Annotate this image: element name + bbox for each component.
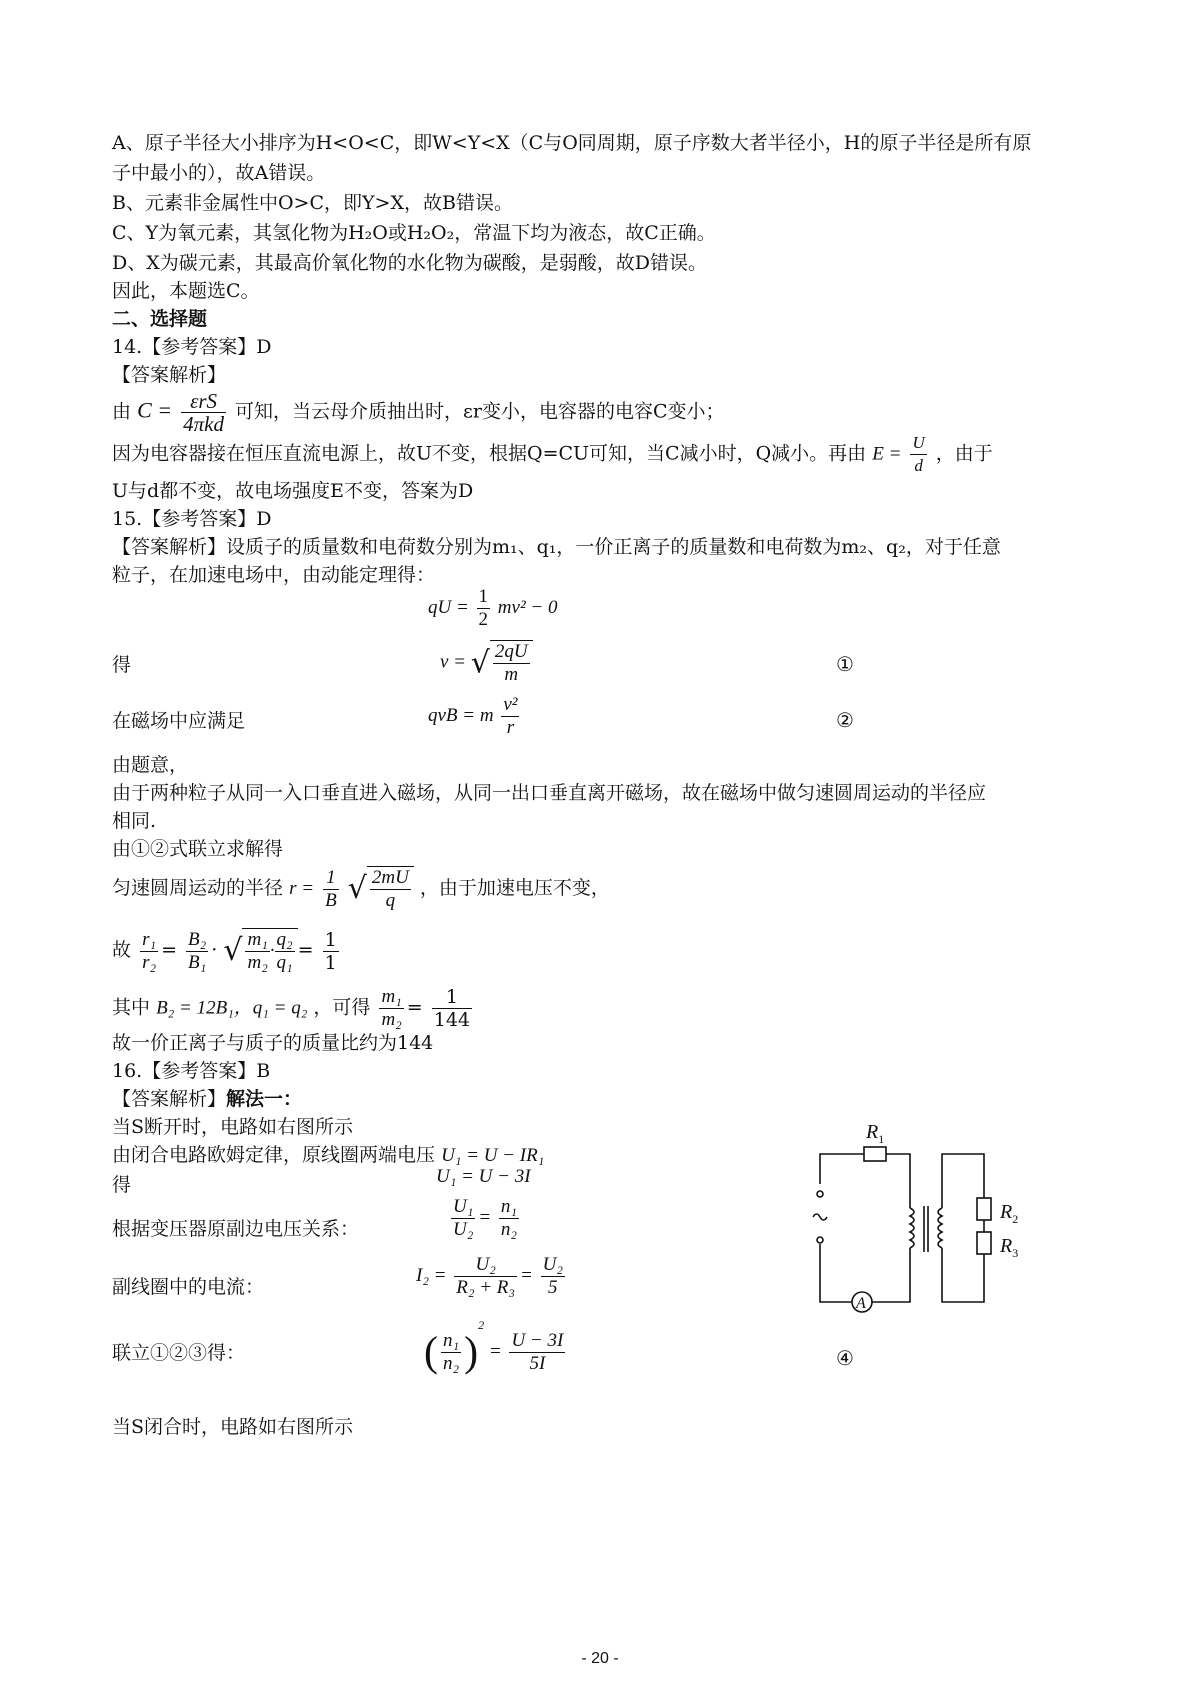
r-ratio: [140, 929, 158, 974]
numerator: n₁: [443, 1330, 460, 1352]
lhs: I₂ =: [416, 1264, 447, 1286]
denominator: U₂: [453, 1219, 474, 1240]
numerator: m₁: [381, 986, 402, 1007]
answer-16: 16.【参考答案】B: [112, 1060, 271, 1082]
text-line: 当S闭合时，电路如右图所示: [112, 1416, 354, 1438]
rhs: mv² − 0: [497, 596, 558, 618]
denominator: m₂: [247, 952, 268, 973]
text-line: D、X为碳元素，其最高价氧化物的水化物为碳酸，是弱酸，故D错误。: [112, 252, 707, 274]
q14-line2: [112, 432, 993, 477]
text-line: [112, 1142, 544, 1169]
denominator: 1: [324, 951, 337, 974]
velocity-equation: [440, 640, 533, 686]
text: 由: [112, 400, 132, 423]
transformer-equation: $\frac{\text{U₁}}{\text{U₂}}$ = $\frac{\text{n₁}}{\text{n₂}}$: [453, 1196, 518, 1240]
cap-fraction: [181, 390, 226, 435]
denominator: 144: [433, 1009, 471, 1031]
numerator: U − 3I: [511, 1330, 564, 1352]
q14-line1: [112, 390, 725, 435]
text-line: 因此，本题选C。: [112, 280, 260, 302]
numerator: 2qU: [494, 641, 528, 662]
de-label: 得: [112, 1174, 132, 1196]
fraction: [509, 1330, 565, 1375]
cap-numerator: εrS: [181, 390, 226, 413]
radius-line: [112, 866, 610, 912]
lhs: qvB = m: [428, 704, 494, 726]
fraction: [541, 1254, 565, 1299]
answer-15: 15.【参考答案】D: [112, 508, 272, 530]
m-ratio: [379, 986, 403, 1031]
q15-line1: 【答案解析】设质子的质量数和电荷数分别为m₁、q₁，一价正离子的质量数和电荷数为m₂、q₂，对于任意: [112, 536, 1001, 558]
fraction: [454, 1254, 517, 1299]
text-line: 子中最小的），故A错误。: [112, 162, 326, 184]
e-fraction: [910, 432, 926, 477]
lhs: v =: [440, 651, 467, 673]
text-line: 由①②式联立求解得: [112, 838, 284, 860]
sqrt: √ $\frac{2mU}{q}$: [348, 866, 414, 912]
analysis-label: [112, 1086, 302, 1112]
lorentz-equation: [428, 694, 522, 739]
numerator: v²: [503, 694, 518, 715]
cap-denominator: 4πkd: [183, 412, 224, 436]
text: 匀速圆周运动的半径: [112, 877, 284, 899]
u1-equation: U₁ = U − IR₁: [441, 1145, 545, 1166]
denominator: q: [385, 890, 396, 911]
resistor-r2: [977, 1198, 991, 1220]
combine-label: 联立①②③得：: [112, 1342, 246, 1364]
numerator: B₂: [188, 928, 207, 950]
u1-equation-2: U₁ = U − 3I: [436, 1166, 531, 1187]
power: 2: [478, 1318, 485, 1332]
e-numerator: U: [910, 432, 926, 455]
method: 解法一：: [226, 1088, 303, 1110]
text: ，可得: [313, 996, 371, 1019]
q15-line2: 粒子，在加速电场中，由动能定理得：: [112, 564, 436, 586]
text-line: C、Y为氧元素，其氢化物为H₂O或H₂O₂，常温下均为液态，故C正确。: [112, 222, 716, 244]
circuit-diagram: [800, 1118, 1060, 1318]
half-fraction: [477, 586, 491, 631]
numerator: q₂: [276, 929, 293, 950]
denominator: r₂: [142, 951, 157, 973]
kinetic-equation: [428, 586, 557, 631]
primary-coil: [910, 1208, 914, 1248]
fraction: [323, 867, 339, 912]
text: 故: [112, 939, 132, 961]
answer-14: 14.【参考答案】D: [112, 336, 272, 358]
final-equation: ( $\frac{\text{n₁}}{\text{n₂}}$ )$^2$ = $\frac{U - 3I}{5I}$: [424, 1318, 564, 1376]
denominator: B: [325, 889, 337, 911]
text: 因为电容器接在恒压直流电源上，故U不变，根据Q=CU可知，当C减小时，Q减小。再由: [112, 442, 867, 465]
numerator: 2mU: [371, 867, 409, 888]
cap-lhs: C =: [137, 397, 173, 423]
page-number: - 20 -: [581, 1650, 619, 1667]
numerator: 1: [432, 986, 472, 1009]
denominator: m₂: [381, 1009, 402, 1030]
current-equation: I₂ = $\frac{\text{U₂}}{\text{R₂ + R₃}}$ = $\frac{\text{U₂}}{5}$: [416, 1254, 563, 1298]
numerator: m₁: [247, 929, 268, 950]
marker-1: ①: [836, 652, 854, 676]
numerator: 1: [324, 928, 337, 951]
label-r3: $R_3$: [1000, 1235, 1019, 1260]
numerator: U₂: [454, 1254, 517, 1277]
fraction: [501, 694, 519, 739]
analysis-label: 【答案解析】: [112, 364, 227, 386]
text: 由闭合电路欧姆定律，原线圈两端电压: [112, 1144, 436, 1166]
text: 其中: [112, 996, 151, 1019]
ac-source-bottom: [817, 1237, 823, 1243]
ratio-line: 故 $\frac{\text{r₁}}{\text{r₂}}$ = $\frac{\text{B₂}}{\text{B₁}}$ · √ $\frac{\text{m₁}}{\text{m₂}}$ · $\frac{\text{q₂}}{\text{q₁}}$ = $\frac{1}{1}$: [112, 928, 337, 974]
n-ratio: [499, 1196, 519, 1241]
denominator: R₂ + R₃: [456, 1277, 516, 1298]
numerator: 1: [478, 586, 489, 607]
b-ratio: [186, 929, 208, 974]
secondary-coil: [938, 1208, 942, 1248]
denominator: B₁: [188, 951, 207, 973]
numerator: r₁: [142, 928, 157, 950]
de-label: 得: [112, 654, 132, 676]
label-r1: $R_1$: [866, 1121, 885, 1146]
in-field-label: 在磁场中应满足: [112, 710, 246, 732]
ac-source-top: [817, 1191, 823, 1197]
text: ，由于: [935, 442, 993, 465]
denominator: n₂: [500, 1219, 518, 1240]
sqrt: √ $\frac{\text{m₁}}{\text{m₂}}$ · $\frac{\text{q₂}}{\text{q₁}}$: [223, 928, 297, 974]
denominator: 5: [548, 1277, 558, 1298]
primary-wire: [820, 1154, 864, 1184]
numerator: U₁: [453, 1196, 474, 1217]
result: [323, 929, 339, 974]
condition-line: 其中 B₂ = 12B₁，q₁ = q₂ ，可得 $\frac{\text{m₁}}{\text{m₂}}$ = $\frac{1}{144}$: [112, 986, 471, 1031]
text-line: A、原子半径大小排序为H<O<C，即W<Y<X（C与O同周期，原子序数大者半径小，H的原子半径是所有原: [112, 132, 1032, 154]
denominator: 5I: [529, 1353, 546, 1375]
lhs: qU =: [428, 596, 469, 618]
lhs: r =: [289, 878, 315, 899]
denominator: m: [504, 664, 519, 685]
resistor-r1: [864, 1147, 886, 1161]
text: 【答案解析】: [112, 1088, 227, 1110]
sqrt: √ $\frac{2qU}{m}$: [471, 640, 533, 686]
text-line: 相同.: [112, 810, 157, 832]
text: ，由于加速电压不变，: [419, 877, 610, 899]
denominator: n₂: [443, 1353, 460, 1375]
ac-symbol: [813, 1214, 827, 1220]
label-r2: $R_2$: [1000, 1201, 1019, 1226]
text-line: 当S断开时，电路如右图所示: [112, 1116, 354, 1138]
q14-line3: U与d都不变，故电场强度E不变，答案为D: [112, 480, 474, 502]
text: 可知，当云母介质抽出时，εr变小，电容器的电容C变小；: [235, 400, 725, 423]
text-line: B、元素非金属性中O>C，即Y>X，故B错误。: [112, 192, 513, 214]
numerator: U₂: [542, 1254, 563, 1275]
e-denominator: d: [914, 456, 923, 475]
condition: B₂ = 12B₁，q₁ = q₂: [156, 997, 308, 1019]
marker-2: ②: [836, 708, 854, 732]
e-lhs: E =: [872, 443, 902, 465]
denominator: r: [506, 717, 515, 738]
result: [432, 986, 472, 1031]
numerator: 1: [323, 867, 339, 890]
numerator: n₁: [500, 1196, 518, 1217]
resistor-r3: [977, 1232, 991, 1254]
section-heading: 二、选择题: [112, 308, 208, 330]
n-ratio: [441, 1330, 461, 1375]
transformer-label: 根据变压器原副边电压关系：: [112, 1218, 360, 1240]
u-ratio: [451, 1196, 475, 1241]
text-line: 由于两种粒子从同一入口垂直进入磁场，从同一出口垂直离开磁场，故在磁场中做匀速圆周运动的半径应: [112, 782, 987, 804]
text-line: 故一价正离子与质子的质量比约为144: [112, 1032, 434, 1054]
current-label: 副线圈中的电流：: [112, 1276, 265, 1298]
ammeter-label: A: [856, 1295, 866, 1312]
denominator: 2: [478, 609, 489, 630]
text-line: 由题意，: [112, 754, 189, 776]
denominator: q₁: [276, 952, 293, 973]
marker-4: ④: [836, 1346, 854, 1370]
